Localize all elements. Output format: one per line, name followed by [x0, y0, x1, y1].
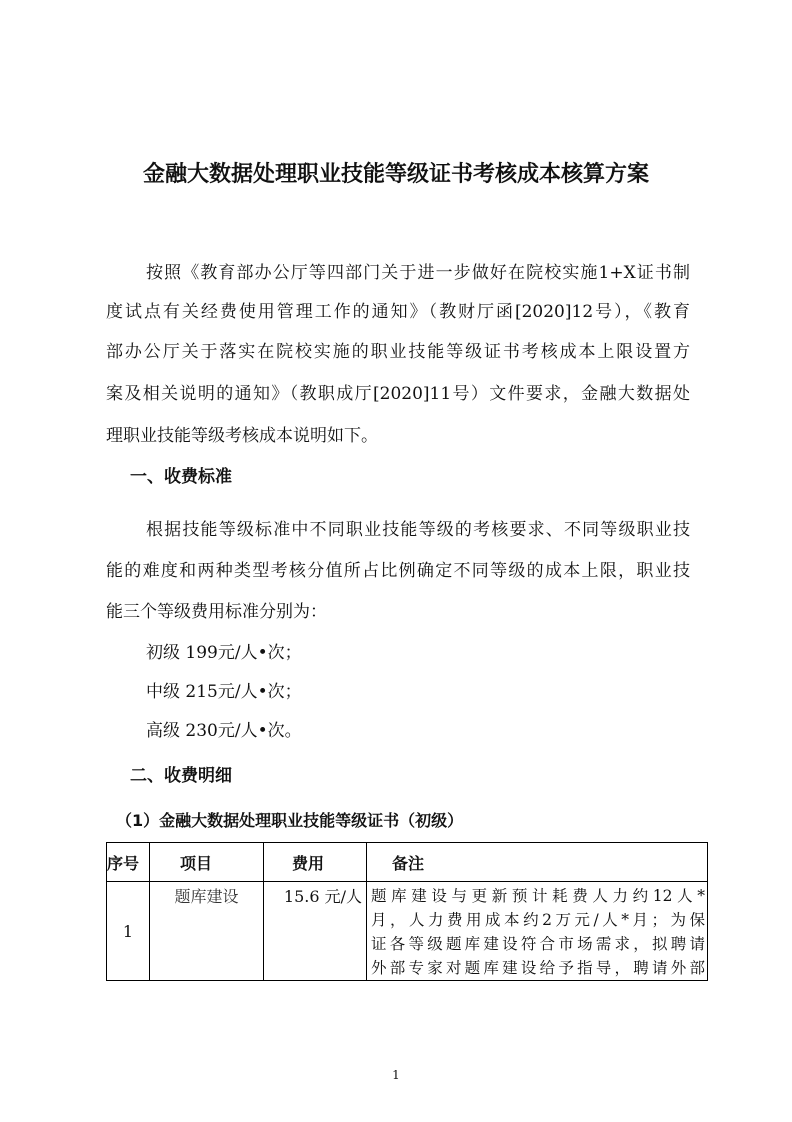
cell-item: 题库建设 [150, 882, 264, 981]
fee-item-senior: 高级 230元/人•次。 [146, 721, 302, 741]
paragraph-line: 根据技能等级标准中不同职业技能等级的考核要求、不同等级职业技 [146, 520, 690, 540]
note-line: 月，人力费用成本约2万元/人*月；为保 [371, 911, 705, 929]
table-row [107, 882, 708, 981]
cell-no: 1 [107, 882, 150, 981]
header-item: 项目 [150, 843, 264, 882]
header-no: 序号 [107, 843, 150, 882]
header-note: 备注 [367, 843, 708, 882]
note-line: 题库建设与更新预计耗费人力约12人* [371, 887, 705, 905]
fee-item-junior: 初级 199元/人•次； [146, 643, 302, 663]
intro-line: 部办公厅关于落实在院校实施的职业技能等级证书考核成本上限设置方 [106, 342, 690, 362]
fee-item-intermediate: 中级 215元/人•次； [146, 682, 302, 702]
header-cost: 费用 [264, 843, 367, 882]
note-line: 证各等级题库建设符合市场需求，拟聘请 [371, 935, 705, 953]
intro-line: 理职业技能等级考核成本说明如下。 [106, 426, 378, 446]
cell-note [367, 882, 708, 981]
section-heading-fee-details: 二、收费明细 [130, 766, 232, 786]
subsection-heading: （1）金融大数据处理职业技能等级证书（初级） [116, 811, 464, 830]
paragraph-line: 能三个等级费用标准分别为： [106, 602, 327, 622]
section-heading-fee-standard: 一、收费标准 [130, 467, 232, 487]
intro-line: 度试点有关经费使用管理工作的通知》（教财厅函[2020]12号），《教育 [106, 302, 690, 322]
intro-line: 按照《教育部办公厅等四部门关于进一步做好在院校实施1+X证书制 [146, 263, 690, 283]
fee-detail-table [106, 842, 708, 981]
table-header-row [107, 843, 708, 882]
note-line: 外部专家对题库建设给予指导，聘请外部 [371, 959, 705, 977]
document-title: 金融大数据处理职业技能等级证书考核成本核算方案 [142, 162, 649, 187]
cell-cost: 15.6 元/人 [264, 882, 367, 981]
page-number: 1 [392, 1068, 400, 1082]
paragraph-line: 能的难度和两种类型考核分值所占比例确定不同等级的成本上限，职业技 [106, 561, 690, 581]
intro-line: 案及相关说明的通知》（教职成厅[2020]11号）文件要求，金融大数据处 [106, 384, 690, 404]
